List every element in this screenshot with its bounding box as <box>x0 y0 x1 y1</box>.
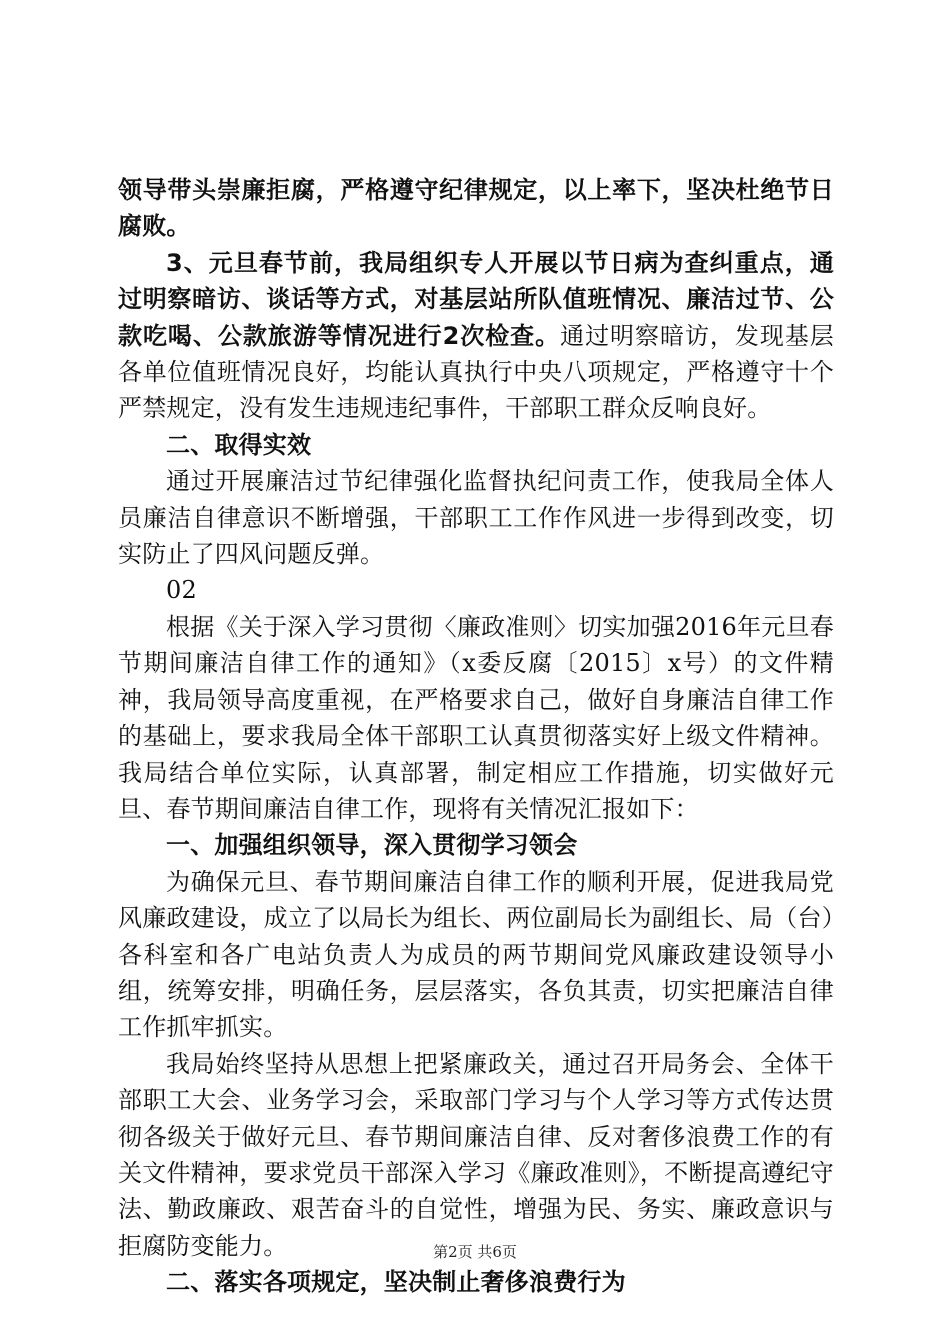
section-number: 02 <box>166 576 197 605</box>
paragraph-4: 根据《关于深入学习贯彻〈廉政准则〉切实加强2016年元旦春节期间廉洁自律工作的通知》（x委反腐〔2015〕x号）的文件精神，我局领导高度重视，在严格要求自己，做好自身廉洁自律工作的基础上，要求我局全体干部职工认真贯彻落实好上级文件精神。我局结合单位实际，认真部署，制定相应工作措施，切实做好元旦、春节期间廉洁自律工作，现将有关情况汇报如下： <box>118 612 834 823</box>
paragraph-2 <box>118 245 834 427</box>
paragraph-2-normal-text: 通过明察暗访，发现基层各单位值班情况良好，均能认真执行中央八项规定，严格遵守十个严禁规定，没有发生违规违纪事件，干部职工群众反响良好。 <box>118 321 834 423</box>
paragraph-3: 通过开展廉洁过节纪律强化监督执纪问责工作，使我局全体人员廉洁自律意识不断增强，干部职工工作作风进一步得到改变，切实防止了四风问题反弹。 <box>118 467 834 569</box>
paragraph-2-bold-text: 3、元旦春节前，我局组织专人开展以节日病为查纠重点，通过明察暗访、谈话等方式，对基层站所队值班情况、廉洁过节、公款吃喝、公款旅游等情况进行2次检查。 <box>118 248 834 350</box>
paragraph-6: 我局始终坚持从思想上把紧廉政关，通过召开局务会、全体干部职工大会、业务学习会，采取部门学习与个人学习等方式传达贯彻各级关于做好元旦、春节期间廉洁自律、反对奢侈浪费工作的有关文件精神，要求党员干部深入学习《廉政准则》，不断提高遵纪守法、勤政廉政、艰苦奋斗的自觉性，增强为民、务实、廉政意识与拒腐防变能力。 <box>118 1049 834 1260</box>
section-heading-regulations: 二、落实各项规定，坚决制止奢侈浪费行为 <box>166 1268 626 1297</box>
paragraph-5: 为确保元旦、春节期间廉洁自律工作的顺利开展，促进我局党风廉政建设，成立了以局长为组长、两位副局长为副组长、局（台）各科室和各广电站负责人为成员的两节期间党风廉政建设领导小组，统筹安排，明确任务，层层落实，各负其责，切实把廉洁自律工作抓牢抓实。 <box>118 867 834 1042</box>
document-body <box>118 172 834 1301</box>
page-footer: 第2页 共6页 <box>433 1243 517 1261</box>
section-heading-leadership: 一、加强组织领导，深入贯彻学习领会 <box>166 831 578 860</box>
section-heading-results: 二、取得实效 <box>166 430 312 459</box>
paragraph-1: 领导带头崇廉拒腐，严格遵守纪律规定，以上率下，坚决杜绝节日腐败。 <box>118 176 834 241</box>
